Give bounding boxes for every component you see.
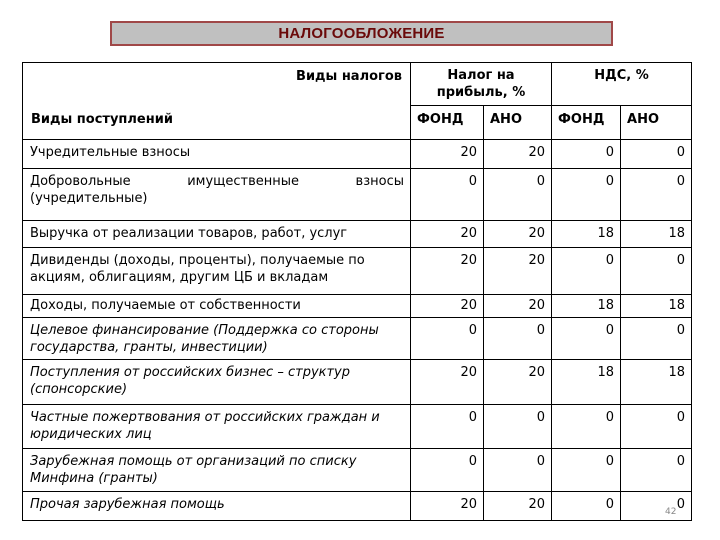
corner-header-cell (23, 63, 411, 140)
cell-vat-ano: 0 (621, 140, 692, 169)
cell-profit-ano: 0 (484, 318, 552, 360)
cell-profit-ano: 20 (484, 221, 552, 248)
row-label: Дивиденды (доходы, проценты), получаемые по акциям, облигациям, другим ЦБ и вкладам (23, 248, 411, 295)
cell-vat-ano: 0 (621, 405, 692, 449)
cell-vat-fund: 18 (552, 221, 621, 248)
cell-profit-fund: 20 (411, 360, 484, 405)
cell-profit-fund: 0 (411, 318, 484, 360)
cell-profit-ano: 20 (484, 140, 552, 169)
page-number: 42 (665, 507, 677, 517)
header-row-1 (23, 63, 692, 106)
cell-profit-ano: 20 (484, 295, 552, 318)
cell-profit-fund: 20 (411, 248, 484, 295)
row-label-line: Добровольные имущественные взносы (30, 174, 404, 189)
tax-types-label: Виды налогов (296, 69, 402, 84)
cell-profit-ano: 0 (484, 169, 552, 221)
cell-vat-ano: 18 (621, 360, 692, 405)
vat-header: НДС, % (552, 63, 692, 106)
table-row (23, 360, 692, 405)
cell-profit-ano: 20 (484, 248, 552, 295)
table-row (23, 221, 692, 248)
cell-vat-fund: 0 (552, 449, 621, 492)
profit-tax-header: Налог на прибыль, % (411, 63, 552, 106)
cell-vat-ano: 0 (621, 169, 692, 221)
row-label: Прочая зарубежная помощь (23, 492, 411, 521)
cell-profit-ano: 0 (484, 405, 552, 449)
cell-profit-ano: 20 (484, 492, 552, 521)
cell-profit-fund: 20 (411, 295, 484, 318)
cell-vat-fund: 0 (552, 169, 621, 221)
cell-vat-ano: 0 (621, 318, 692, 360)
cell-profit-fund: 20 (411, 221, 484, 248)
table-row (23, 295, 692, 318)
cell-vat-ano: 0 (621, 449, 692, 492)
profit-ano-header: АНО (484, 106, 552, 140)
table-row (23, 248, 692, 295)
title-banner (110, 21, 613, 46)
table-row (23, 492, 692, 521)
row-label: Доходы, получаемые от собственности (23, 295, 411, 318)
cell-vat-fund: 18 (552, 360, 621, 405)
cell-vat-ano: 18 (621, 295, 692, 318)
table-row (23, 169, 692, 221)
cell-vat-fund: 0 (552, 492, 621, 521)
vat-fund-header: ФОНД (552, 106, 621, 140)
taxation-table (22, 62, 692, 521)
cell-profit-ano: 0 (484, 449, 552, 492)
row-label (23, 169, 411, 221)
row-label-line: (учредительные) (30, 191, 148, 206)
cell-profit-fund: 20 (411, 492, 484, 521)
row-label: Поступления от российских бизнес – структур (спонсорские) (23, 360, 411, 405)
table-row (23, 405, 692, 449)
cell-vat-fund: 0 (552, 140, 621, 169)
row-label: Учредительные взносы (23, 140, 411, 169)
row-label: Зарубежная помощь от организаций по списку Минфина (гранты) (23, 449, 411, 492)
cell-profit-fund: 0 (411, 449, 484, 492)
page-title: НАЛОГООБЛОЖЕНИЕ (278, 25, 445, 42)
cell-vat-ano: 0 (621, 492, 692, 521)
cell-profit-fund: 20 (411, 140, 484, 169)
cell-vat-fund: 18 (552, 295, 621, 318)
row-label: Выручка от реализации товаров, работ, услуг (23, 221, 411, 248)
row-label: Целевое финансирование (Поддержка со стороны государства, гранты, инвестиции) (23, 318, 411, 360)
table-row (23, 449, 692, 492)
income-types-label: Виды поступлений (31, 112, 173, 127)
cell-profit-fund: 0 (411, 405, 484, 449)
vat-ano-header: АНО (621, 106, 692, 140)
cell-vat-ano: 0 (621, 248, 692, 295)
cell-vat-fund: 0 (552, 318, 621, 360)
cell-vat-fund: 0 (552, 248, 621, 295)
cell-vat-fund: 0 (552, 405, 621, 449)
cell-vat-ano: 18 (621, 221, 692, 248)
table-row (23, 318, 692, 360)
profit-fund-header: ФОНД (411, 106, 484, 140)
table-row (23, 140, 692, 169)
cell-profit-ano: 20 (484, 360, 552, 405)
cell-profit-fund: 0 (411, 169, 484, 221)
row-label: Частные пожертвования от российских граждан и юридических лиц (23, 405, 411, 449)
